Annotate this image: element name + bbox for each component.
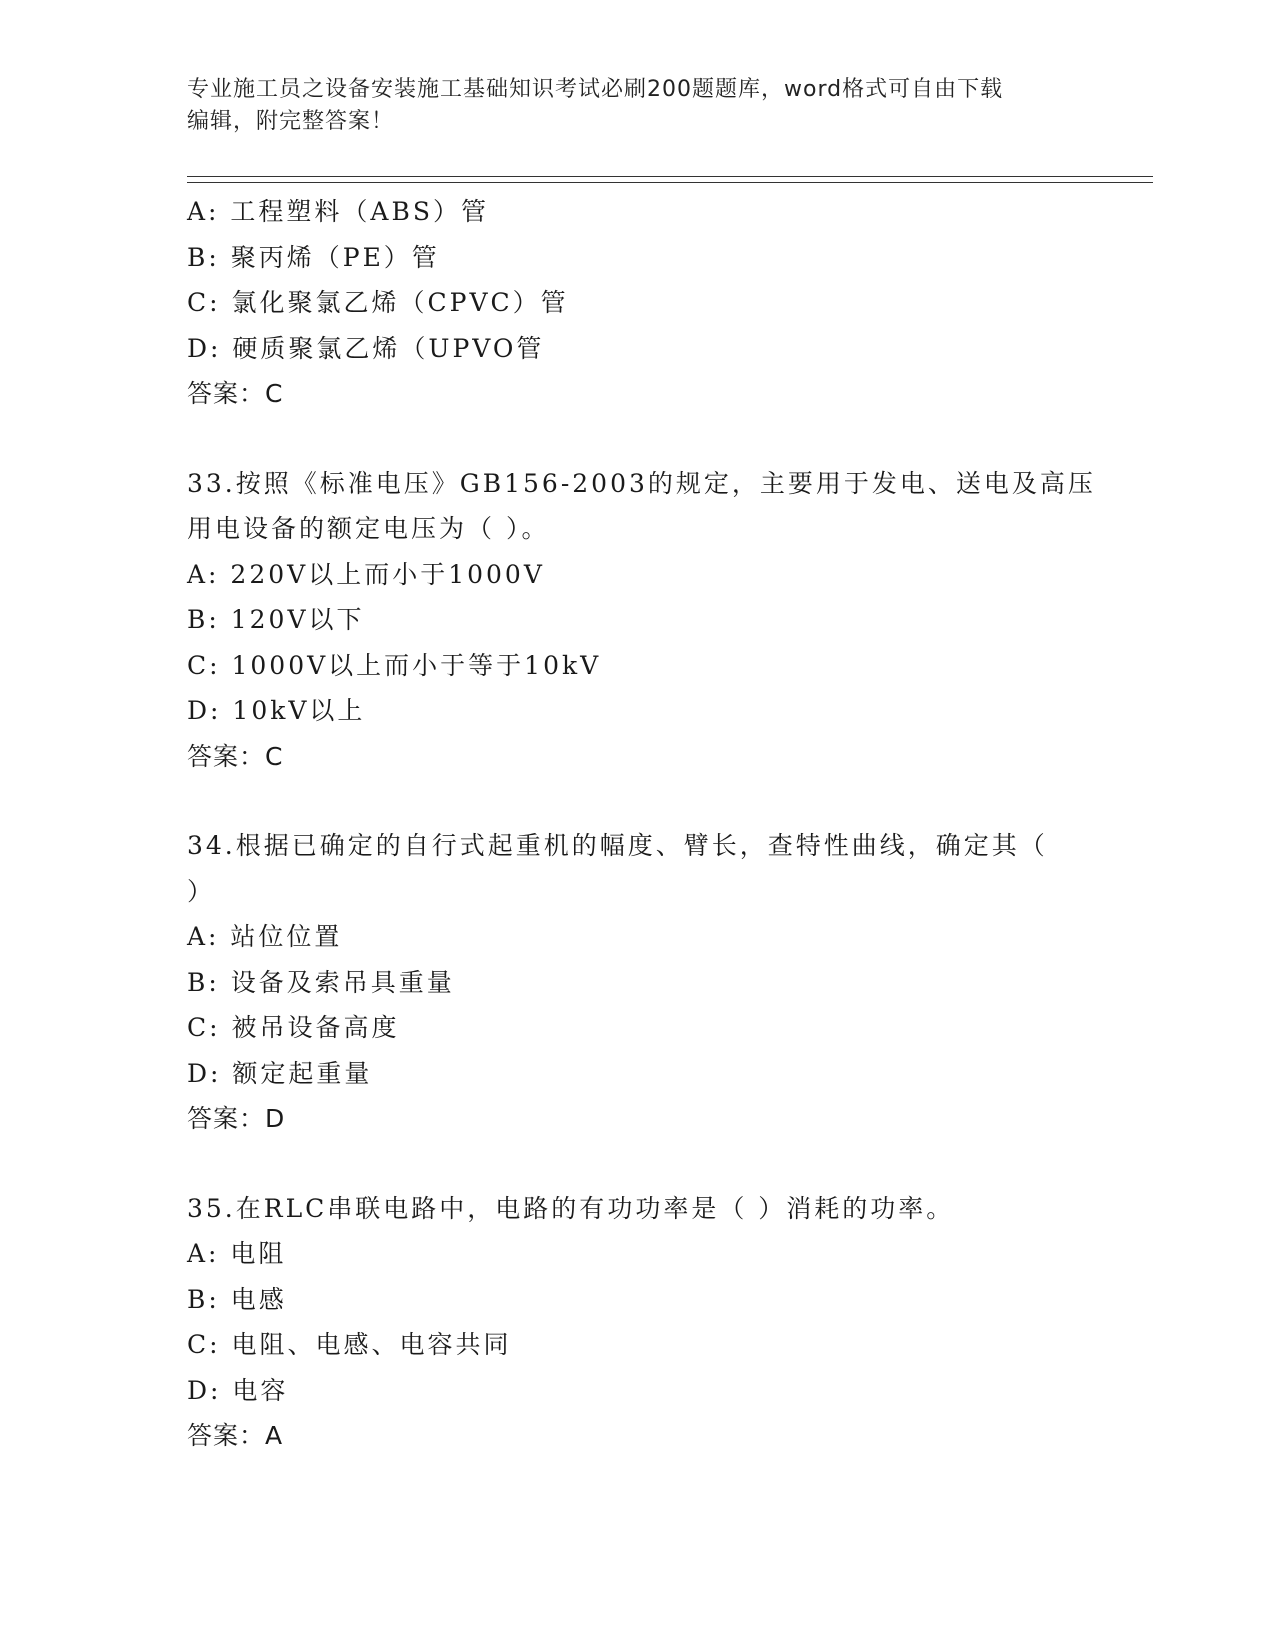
spacer [187, 1142, 1087, 1186]
question-34 [187, 823, 1087, 1142]
option-c: C: 被吊设备高度 [187, 1013, 400, 1042]
question-33 [187, 461, 1096, 780]
answer: 答案：C [187, 379, 284, 408]
question-stem-line-2: ） [187, 876, 216, 906]
option-b: B: 电感 [187, 1284, 287, 1314]
option-a: A: 站位位置 [187, 922, 343, 951]
option-d: D: 电容 [187, 1375, 289, 1405]
option-d: D: 硬质聚氯乙烯（UPVO管 [187, 333, 545, 363]
question-stem [187, 823, 1087, 914]
option-a: A: 电阻 [187, 1239, 287, 1268]
question-stem-line-1: 35.在RLC串联电路中，电路的有功功率是（ ）消耗的功率。 [187, 1193, 955, 1223]
document-header [187, 74, 1087, 138]
question-stem-line-2: 用电设备的额定电压为（ ）。 [187, 514, 550, 543]
option-a: A: 工程塑料（ABS）管 [187, 197, 489, 226]
answer: 答案：A [187, 1421, 284, 1450]
option-a: A: 220V以上而小于1000V [187, 559, 545, 589]
spacer [187, 417, 1087, 461]
header-title-line-2: 编辑，附完整答案！ [187, 109, 395, 134]
header-title-line-1: 专业施工员之设备安装施工基础知识考试必刷200题题库，word格式可自由下载 [187, 77, 1004, 102]
answer: 答案：C [187, 741, 284, 771]
question-stem-line-1: 33.按照《标准电压》GB156-2003的规定，主要用于发电、送电及高压 [187, 468, 1096, 498]
question-stem-line-1: 34.根据已确定的自行式起重机的幅度、臂长，查特性曲线，确定其（ [187, 831, 1048, 860]
option-c: C: 电阻、电感、电容共同 [187, 1330, 512, 1359]
option-b: B: 设备及索吊具重量 [187, 967, 455, 997]
option-d: D: 10kV以上 [187, 696, 366, 725]
question-list [187, 189, 1096, 1459]
spacer [187, 779, 1087, 823]
header-divider [187, 176, 1153, 183]
answer: 答案：D [187, 1104, 286, 1133]
option-d: D: 额定起重量 [187, 1058, 373, 1088]
question-stem [187, 461, 1096, 552]
option-b: B: 120V以下 [187, 605, 365, 634]
option-c: C: 氯化聚氯乙烯（CPVC）管 [187, 288, 569, 317]
option-b: B: 聚丙烯（PE）管 [187, 242, 440, 272]
option-c: C: 1000V以上而小于等于10kV [187, 650, 602, 680]
question-35 [187, 1186, 1087, 1459]
question-stem [187, 1186, 1087, 1232]
question-32 [187, 189, 1087, 417]
